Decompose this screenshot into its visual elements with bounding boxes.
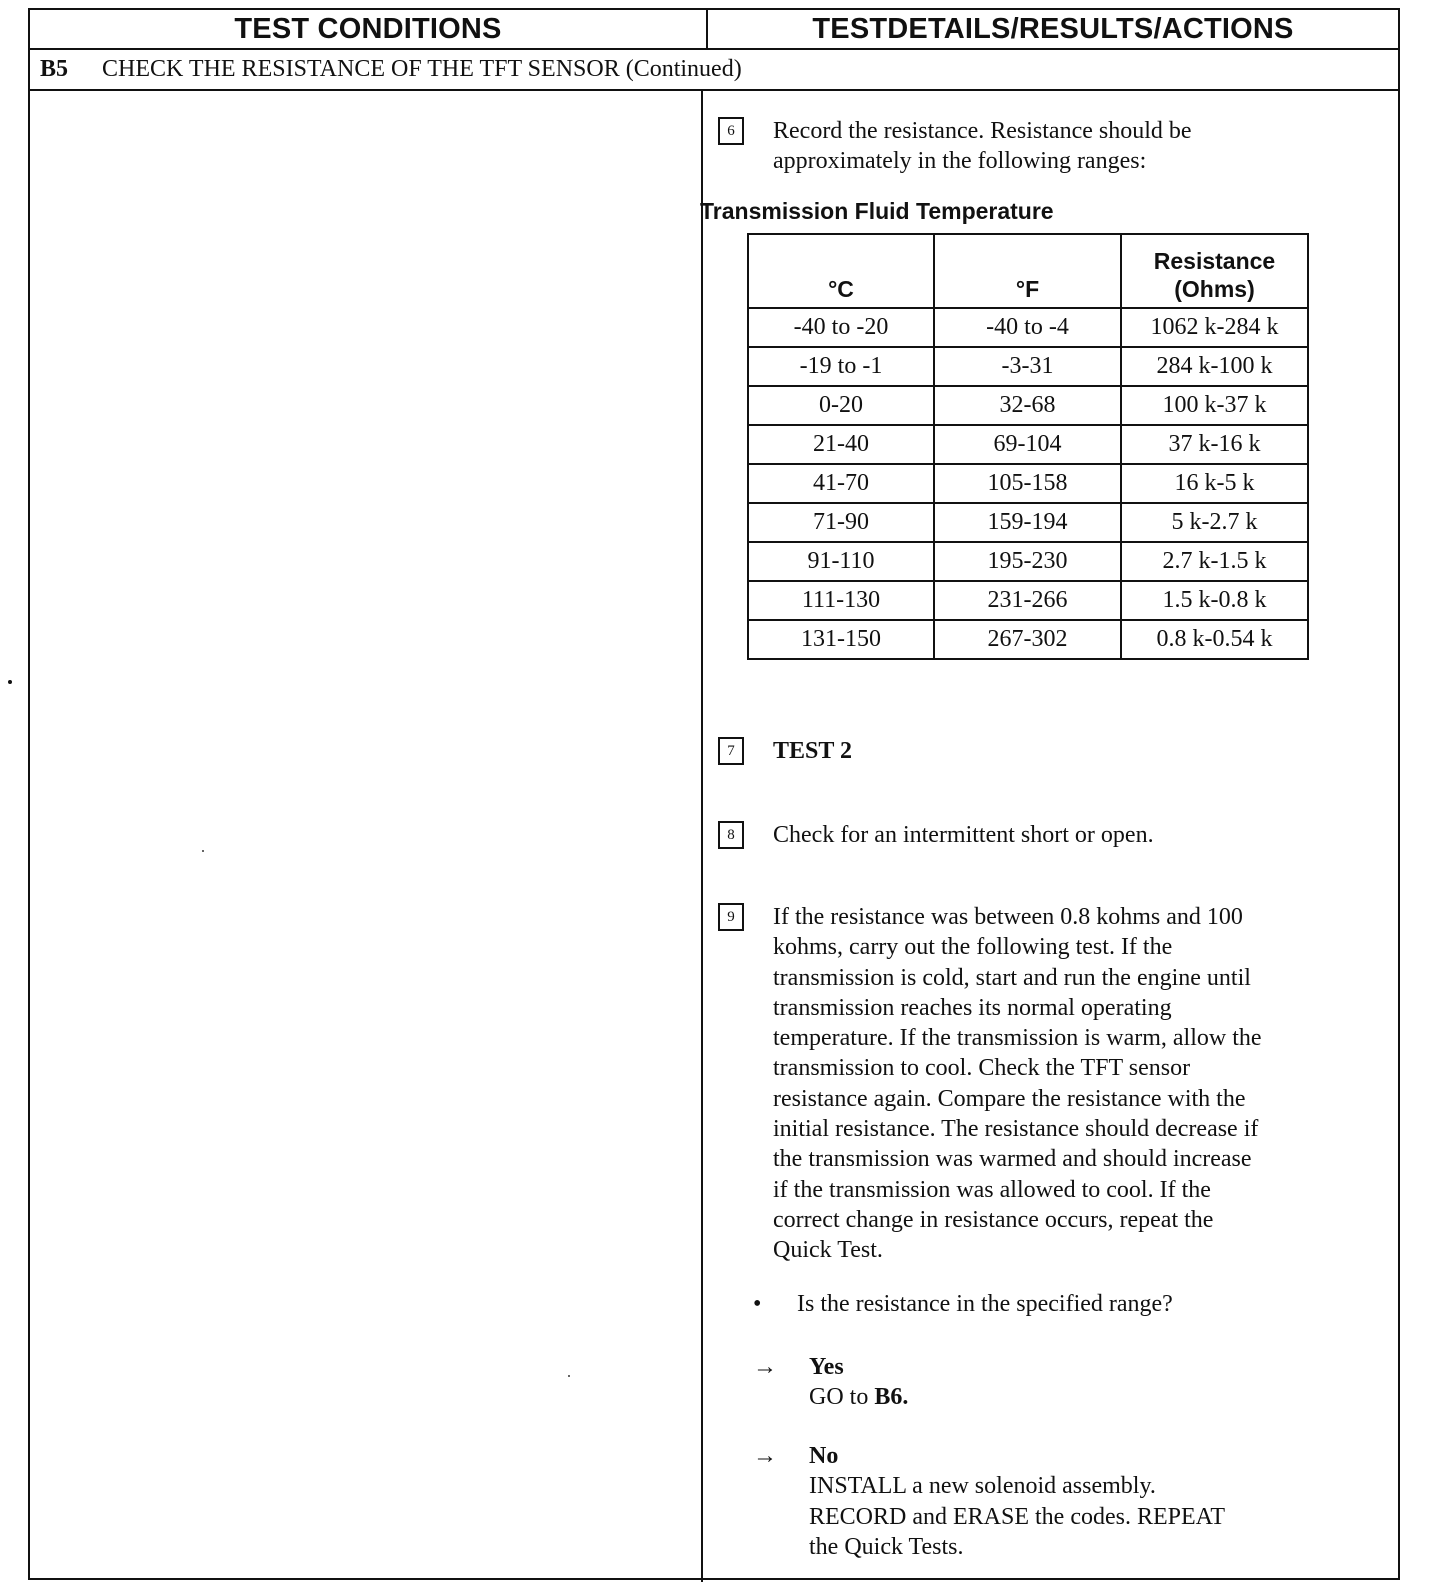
step-9-line: If the resistance was between 0.8 kohms and 100 <box>773 904 1243 930</box>
table-row <box>748 347 1308 386</box>
step-number-box-8: 8 <box>718 821 744 849</box>
step-number-box-7: 7 <box>718 737 744 765</box>
step-9-line: kohms, carry out the following test. If the <box>773 934 1173 961</box>
table-row <box>748 581 1308 620</box>
cell-resistance: 0.8 k-0.54 k <box>1121 620 1308 659</box>
outcome-no-line: the Quick Tests. <box>809 1533 964 1560</box>
table-header-row <box>30 10 1398 50</box>
step-9-line: if the transmission was allowed to cool. If the <box>773 1176 1211 1203</box>
question-line <box>753 1291 1173 1318</box>
cell-resistance: 2.7 k-1.5 k <box>1121 542 1308 581</box>
outcome-no-line: RECORD and ERASE the codes. REPEAT <box>809 1503 1225 1530</box>
goto-prefix: GO to <box>809 1384 875 1411</box>
step-6-line: approximately in the following ranges: <box>773 148 1147 175</box>
step-9-text <box>773 902 1262 1266</box>
step-9-line: correct change in resistance occurs, repeat the <box>773 1206 1214 1233</box>
col-resistance-line1: Resistance <box>1153 248 1276 274</box>
cell-fahrenheit: 159-194 <box>934 503 1121 542</box>
col-resistance <box>1121 234 1308 308</box>
cell-fahrenheit: 195-230 <box>934 542 1121 581</box>
cell-celsius: 91-110 <box>748 542 934 581</box>
cell-resistance: 100 k-37 k <box>1121 386 1308 425</box>
outcome-no-label: No <box>809 1443 839 1469</box>
cell-celsius: 21-40 <box>748 425 934 464</box>
cell-celsius: -19 to -1 <box>748 347 934 386</box>
table-row <box>748 386 1308 425</box>
step-title-row <box>30 50 1398 91</box>
table-row <box>748 464 1308 503</box>
cell-resistance: 1.5 k-0.8 k <box>1121 581 1308 620</box>
cell-resistance: 1062 k-284 k <box>1121 308 1308 347</box>
scan-speck <box>202 850 204 852</box>
arrow-icon: → <box>753 1354 777 1380</box>
cell-celsius: 71-90 <box>748 503 934 542</box>
cell-celsius: 41-70 <box>748 464 934 503</box>
step-6-text <box>773 116 1192 177</box>
step-9-line: resistance again. Compare the resistance with the <box>773 1085 1246 1112</box>
scan-speck <box>568 1375 570 1377</box>
table-row <box>748 620 1308 659</box>
outcome-yes-action <box>809 1382 1369 1412</box>
step-9-line: the transmission was warmed and should increase <box>773 1146 1252 1173</box>
step-9-line: transmission is cold, start and run the engine until <box>773 964 1251 991</box>
step-title: CHECK THE RESISTANCE OF THE TFT SENSOR (Continued) <box>102 56 742 82</box>
col-fahrenheit: °F <box>934 234 1121 308</box>
step-8-text: Check for an intermittent short or open. <box>773 822 1154 848</box>
table-row <box>748 308 1308 347</box>
header-test-conditions: TEST CONDITIONS <box>30 10 708 48</box>
scan-mark <box>8 680 12 684</box>
step-9-line: Quick Test. <box>773 1237 883 1264</box>
cell-celsius: 0-20 <box>748 386 934 425</box>
outcome-no-line: INSTALL a new solenoid assembly. <box>809 1473 1156 1500</box>
column-divider <box>701 91 703 1582</box>
cell-fahrenheit: 69-104 <box>934 425 1121 464</box>
step-9-line: temperature. If the transmission is warm, allow the <box>773 1025 1262 1052</box>
question-text: Is the resistance in the specified range? <box>797 1291 1173 1317</box>
cell-resistance: 5 k-2.7 k <box>1121 503 1308 542</box>
col-celsius: °C <box>748 234 934 308</box>
step-6-line: Record the resistance. Resistance should be <box>773 118 1192 144</box>
cell-fahrenheit: 32-68 <box>934 386 1121 425</box>
step-9-line: initial resistance. The resistance should decrease if <box>773 1116 1259 1143</box>
outcome-yes-label: Yes <box>809 1354 844 1380</box>
step-number-box-6: 6 <box>718 117 744 145</box>
cell-fahrenheit: 267-302 <box>934 620 1121 659</box>
table-title: Transmission Fluid Temperature <box>700 198 1054 224</box>
cell-resistance: 16 k-5 k <box>1121 464 1308 503</box>
goto-target: B6. <box>874 1384 909 1411</box>
col-resistance-line2: (Ohms) <box>1174 276 1255 302</box>
header-test-details: TESTDETAILS/RESULTS/ACTIONS <box>812 12 1294 45</box>
cell-resistance: 284 k-100 k <box>1121 347 1308 386</box>
step-9-line: transmission reaches its normal operating <box>773 994 1172 1021</box>
bullet: • <box>753 1291 762 1317</box>
step-number-box-9: 9 <box>718 903 744 931</box>
table-row <box>748 542 1308 581</box>
step-id: B5 <box>40 56 69 82</box>
cell-fahrenheit: 105-158 <box>934 464 1121 503</box>
cell-celsius: 131-150 <box>748 620 934 659</box>
resistance-table <box>747 233 1309 660</box>
table-header <box>748 234 1308 308</box>
arrow-icon: → <box>753 1443 777 1469</box>
cell-resistance: 37 k-16 k <box>1121 425 1308 464</box>
cell-fahrenheit: -40 to -4 <box>934 308 1121 347</box>
step-7-text: TEST 2 <box>773 738 852 764</box>
table-row <box>748 425 1308 464</box>
table-row <box>748 503 1308 542</box>
cell-celsius: 111-130 <box>748 581 934 620</box>
cell-celsius: -40 to -20 <box>748 308 934 347</box>
step-9-line: transmission to cool. Check the TFT sensor <box>773 1055 1191 1082</box>
cell-fahrenheit: -3-31 <box>934 347 1121 386</box>
cell-fahrenheit: 231-266 <box>934 581 1121 620</box>
